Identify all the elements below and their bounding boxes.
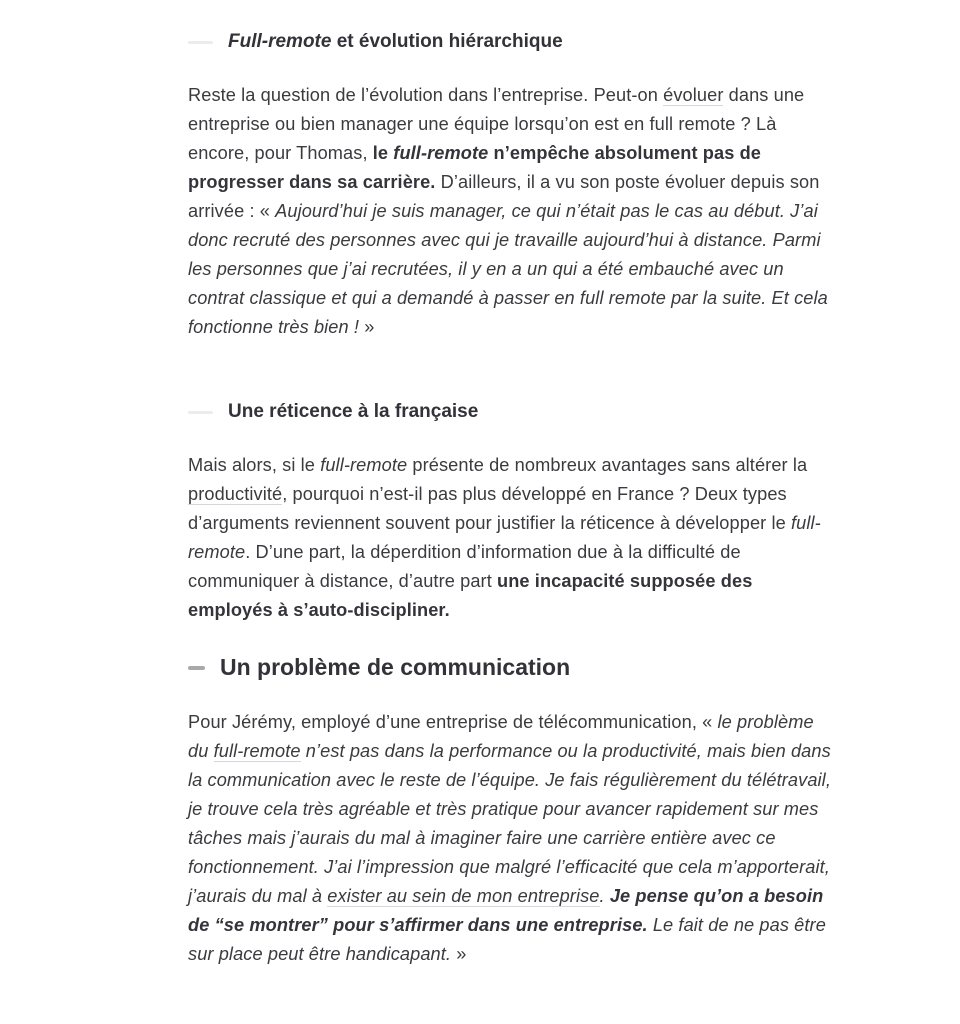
bold-statement: Je pense qu’on a besoin de “se montrer” pour s’affirmer dans une entreprise. (188, 886, 824, 935)
link-evoluer[interactable]: évoluer (663, 85, 724, 105)
text: Le fait de ne pas être sur place peut être handicapant. (188, 915, 826, 964)
text: le (372, 143, 394, 163)
text: n’est pas dans la performance ou la productivité, mais bien dans la communication avec le reste de l’équipe. Je fais régulièrement du télétravail, je trouve cela très agréable et très pratique pour avancer rapidement sur mes tâches mais j’aurais du mal à imaginer faire une carrière entière avec ce fonctionnement. J’ai l’impression que malgré l’efficacité que cela m’apporterait, j’aurais du mal à (188, 741, 831, 906)
paragraph-evolution (188, 81, 838, 342)
quote-jeremy (188, 712, 831, 964)
heading-dash-icon (188, 666, 205, 670)
text: Mais alors, si le (188, 455, 321, 475)
heading-rest: et évolution hiérarchique (331, 31, 563, 52)
text: dans une entreprise ou bien manager une équipe lorsqu’on est en full remote ? Là encore, pour Thomas, (188, 85, 805, 163)
emphasis: full-remote (188, 513, 821, 562)
text: , pourquoi n’est-il pas plus développé en France ? Deux types d’arguments reviennent souvent pour justifier la réticence à développer le (188, 484, 791, 533)
text: . (599, 886, 610, 906)
bold-statement: une incapacité supposée des employés à s’auto-discipliner. (188, 571, 753, 620)
paragraph-communication (188, 708, 838, 969)
quote-thomas: Aujourd’hui je suis manager, ce qui n’était pas le cas au début. J’ai donc recruté des personnes avec qui je travaille aujourd’hui à distance. Parmi les personnes que j’ai recrutées, il y en a un qui a été embauché avec un contrat classique et qui a demandé à passer en full remote par la suite. Et cela fonctionne très bien ! (188, 201, 828, 337)
text: n’empêche absolument pas de progresser dans sa carrière. (188, 143, 762, 192)
emphasis: full-remote (393, 143, 489, 163)
link-full-remote[interactable]: full-remote (213, 741, 301, 761)
text: . D’une part, la déperdition d’information due à la difficulté de communiquer à distance, d’autre part (188, 542, 741, 591)
text: » (451, 944, 467, 964)
link-productivite[interactable]: productivité (188, 484, 283, 504)
heading-dash-icon (188, 411, 213, 414)
text: D’ailleurs, il a vu son poste évoluer depuis son arrivée : « (188, 172, 820, 221)
text: le problème du (188, 712, 814, 761)
text: présente de nombreux avantages sans altérer la (407, 455, 808, 475)
link-exister[interactable]: exister au sein de mon entreprise (327, 886, 600, 906)
heading-dash-icon (188, 41, 213, 44)
heading-text: Une réticence à la française (228, 401, 479, 422)
text: Reste la question de l’évolution dans l’entreprise. Peut-on (188, 85, 664, 105)
emphasis: full-remote (320, 455, 408, 475)
text: Pour Jérémy, employé d’une entreprise de télécommunication, « (188, 712, 718, 732)
heading-text: Un problème de communication (220, 654, 571, 680)
heading-emphasis: Full-remote (228, 31, 332, 52)
text: » (359, 317, 375, 337)
paragraph-reticence (188, 451, 838, 625)
heading-text (228, 27, 563, 57)
